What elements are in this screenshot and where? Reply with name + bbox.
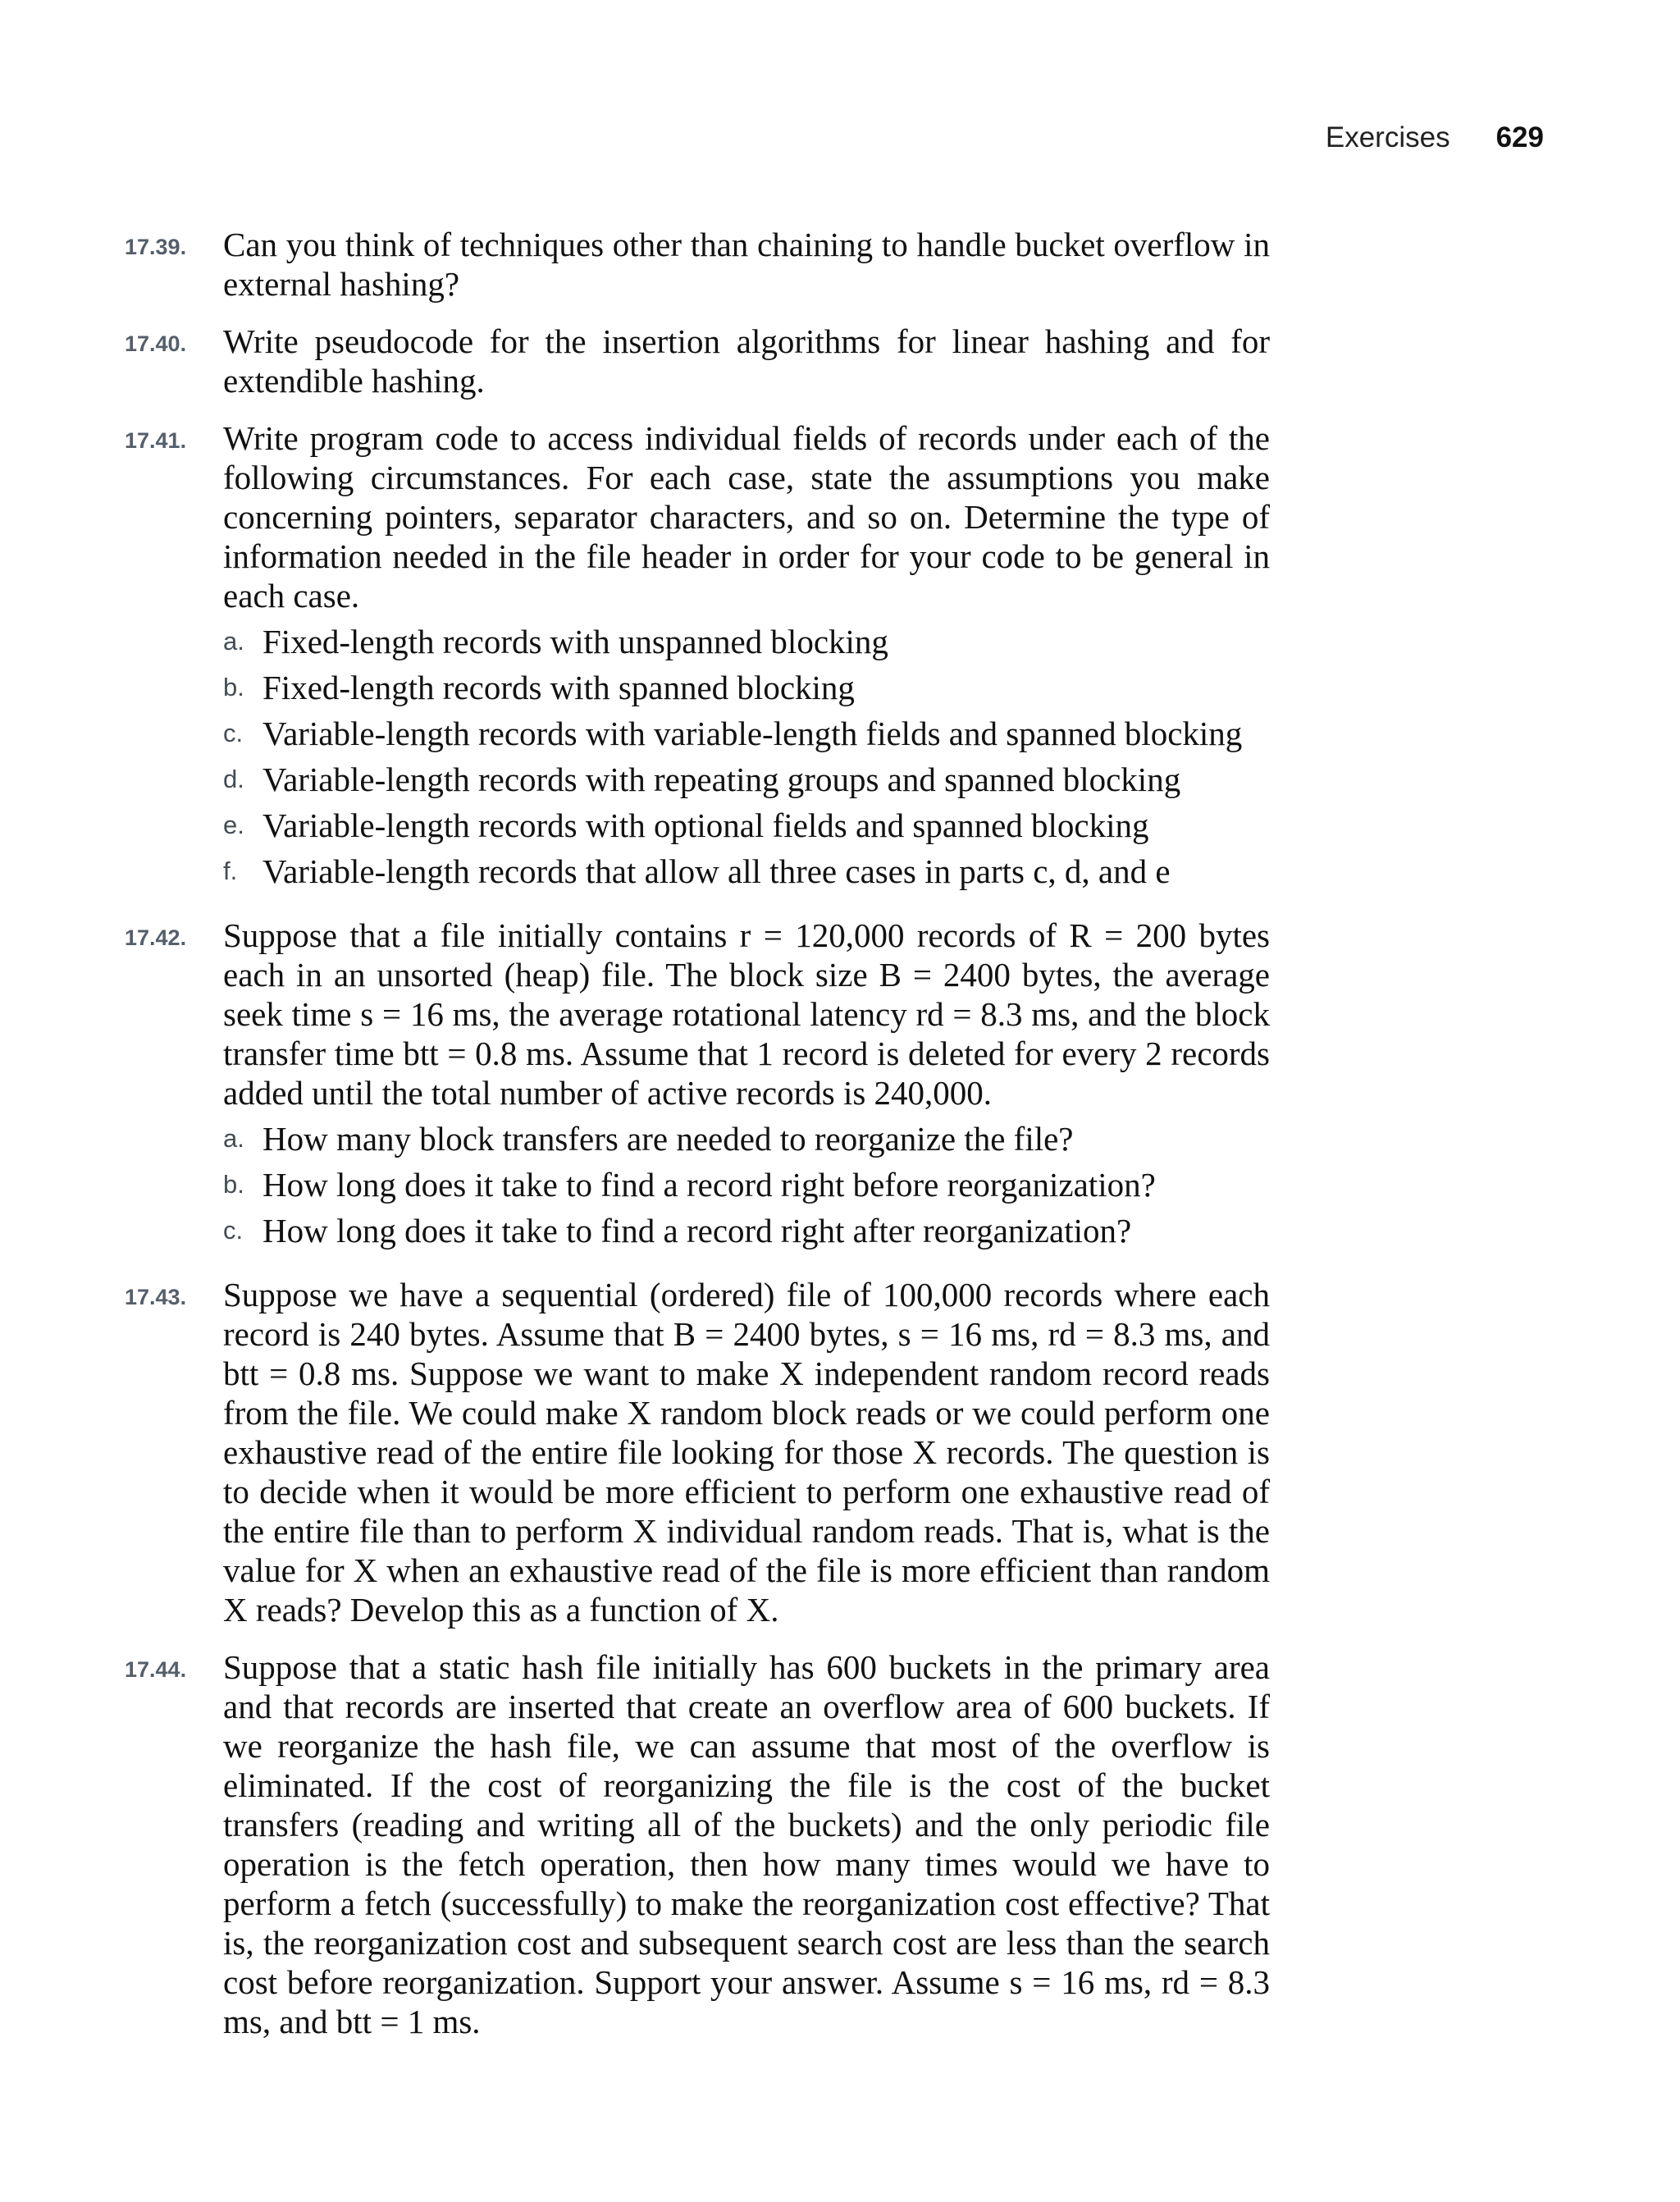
part-text: Variable-length records with variable-length fields and spanned blocking [262,715,1243,752]
exercise-17-41 [125,418,1270,898]
part-label: a. [223,627,244,656]
part-text: Variable-length records with optional fields and spanned blocking [262,806,1149,844]
exercise-number: 17.41. [125,428,187,453]
part-text: Variable-length records with repeating groups and spanned blocking [262,761,1181,798]
part-text: How long does it take to find a record right after reorganization? [262,1212,1132,1249]
part-text: How long does it take to find a record right before reorganization? [262,1166,1156,1204]
exercise-part [223,622,1270,661]
part-label: b. [223,673,244,701]
exercise-part [223,1211,1270,1250]
exercise-text: Write program code to access individual fields of records under each of the following circumstances. For each case, state the assumptions you make concerning pointers, separator characters, and so on. Determine the type of information needed in the file header in order for your code to be general in each case. [223,419,1270,614]
part-label: e. [223,811,244,839]
exercise-parts [223,622,1270,891]
exercise-text: Can you think of techniques other than chaining to handle bucket overflow in external hashing? [223,226,1270,303]
exercise-number: 17.40. [125,331,187,356]
exercise-number: 17.44. [125,1657,187,1682]
part-text: Fixed-length records with spanned blocking [262,669,855,706]
exercise-part [223,1165,1270,1204]
part-label: a. [223,1124,244,1153]
exercise-text: Suppose that a static hash file initially has 600 buckets in the primary area and that records are inserted that create an overflow area of 600 buckets. If we reorganize the hash file, we can assume that most of the overflow is eliminated. If the cost of reorganizing the file is the cost of the bucket transfers (reading and writing all of the buckets) and the only periodic file operation is the fetch operation, then how many times would we have to perform a fetch (successfully) to make the reorganization cost effective? That is, the reorganization cost and subsequent search cost are less than the search cost before reorganization. Support your answer. Assume s = 16 ms, rd = 8.3 ms, and btt = 1 ms. [223,1648,1270,2040]
part-label: d. [223,765,244,793]
exercise-body [223,916,1270,1257]
exercise-17-39 [125,225,1270,304]
section-title: Exercises [1325,121,1450,153]
part-label: c. [223,719,244,747]
running-head [1326,120,1544,156]
exercise-text: Suppose that a file initially contains r = 120,000 records of R = 200 bytes each in an unsorted (heap) file. The block size B = 2400 bytes, the average seek time s = 16 ms, the average rotational latency rd = 8.3 ms, and the block transfer time btt = 0.8 ms. Assume that 1 record is deleted for every 2 records added until the total number of active records is 240,000. [223,916,1270,1112]
exercise-number: 17.42. [125,925,187,950]
exercise-body [223,418,1270,898]
part-text: How many block transfers are needed to reorganize the file? [262,1120,1074,1158]
exercise-part [223,714,1270,753]
exercise-body [223,225,1270,304]
exercise-17-43 [125,1275,1270,1629]
exercise-number: 17.39. [125,235,187,259]
exercise-part [223,1119,1270,1158]
exercise-17-40 [125,322,1270,400]
exercise-body [223,322,1270,400]
part-label: f. [223,857,238,885]
page-number: 629 [1495,121,1544,153]
exercise-text: Write pseudocode for the insertion algorithms for linear hashing and for extendible hashing. [223,322,1270,400]
exercise-part [223,806,1270,845]
part-label: b. [223,1170,244,1199]
part-text: Variable-length records that allow all three cases in parts c, d, and e [262,852,1171,890]
exercise-17-44 [125,1647,1270,2041]
exercise-part [223,668,1270,707]
part-text: Fixed-length records with unspanned blocking [262,623,888,660]
exercise-parts [223,1119,1270,1250]
exercise-part [223,852,1270,891]
part-label: c. [223,1216,244,1245]
exercise-part [223,760,1270,799]
exercise-body [223,1647,1270,2041]
exercise-number: 17.43. [125,1285,187,1309]
exercise-list [125,225,1270,2059]
exercise-body [223,1275,1270,1629]
exercise-17-42 [125,916,1270,1257]
exercise-text: Suppose we have a sequential (ordered) file of 100,000 records where each record is 240 bytes. Assume that B = 2400 bytes, s = 16 ms, rd = 8.3 ms, and btt = 0.8 ms. Suppose we want to make X independent random record reads from the file. We could make X random block reads or we could perform one exhaustive read of the entire file looking for those X records. The question is to decide when it would be more efficient to perform one exhaustive read of the entire file than to perform X individual random reads. That is, what is the value for X when an exhaustive read of the file is more efficient than random X reads? Develop this as a function of X. [223,1276,1270,1629]
